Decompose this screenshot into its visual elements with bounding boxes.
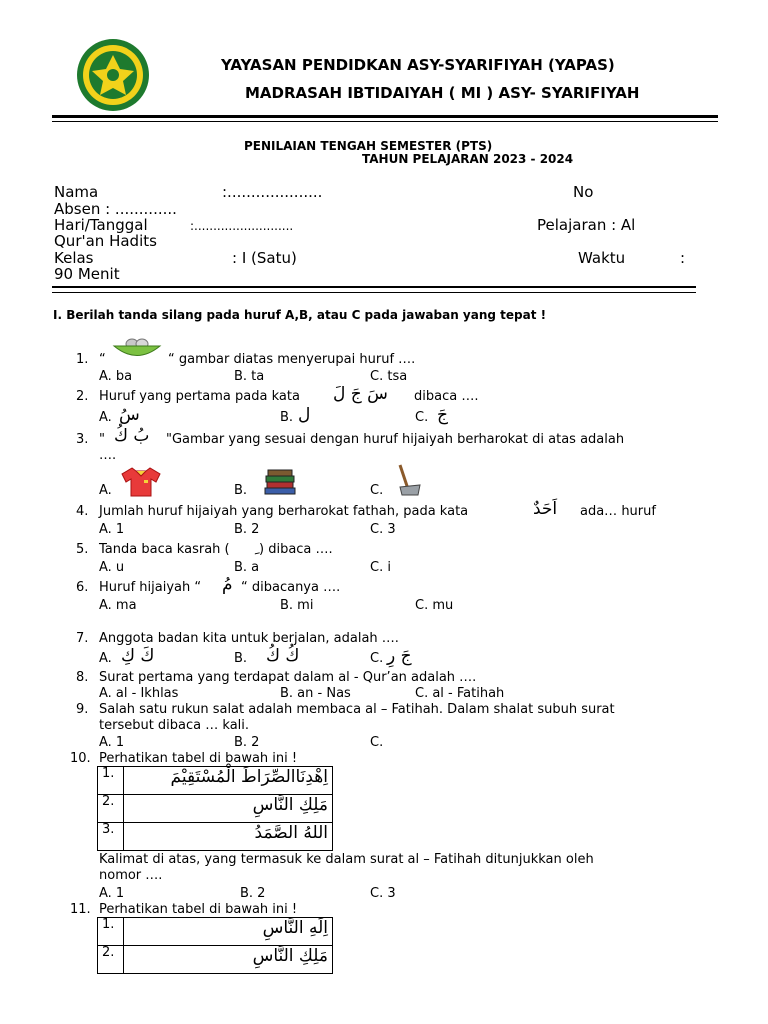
q10-row-3-num: 3. — [98, 823, 124, 851]
q6-option-c[interactable]: C. mu — [415, 598, 454, 613]
q10-row-2-num: 2. — [98, 795, 124, 823]
q1-option-c[interactable]: C. tsa — [370, 369, 408, 384]
q11-row-2-arabic: مَلِكِ النَّاسِ — [124, 946, 333, 974]
q8-option-a[interactable]: A. al - Ikhlas — [99, 686, 179, 701]
waktu-label: Waktu — [578, 249, 626, 267]
q3-text: "Gambar yang sesuai dengan huruf hijaiyah berharokat di atas adalah — [166, 432, 625, 447]
q9-option-a[interactable]: A. 1 — [99, 735, 125, 750]
q2-arabic-word: سَ جَ لَ — [333, 384, 388, 404]
q6-text: Huruf hijaiyah “ — [99, 580, 202, 595]
waktu-value: 90 Menit — [54, 265, 120, 283]
table-row — [98, 946, 333, 974]
q4-option-a[interactable]: A. 1 — [99, 522, 125, 537]
hari-label: Hari/Tanggal — [54, 216, 148, 234]
q10-option-b[interactable]: B. 2 — [240, 886, 266, 901]
q3-arabic: بُ كُ — [114, 426, 150, 446]
info-rule-thin — [52, 292, 696, 293]
bowl-with-eggs-icon — [112, 335, 162, 361]
q9-number: 9. — [76, 702, 89, 717]
school-title: MADRASAH IBTIDAIYAH ( MI ) ASY- SYARIFIYAH — [245, 84, 640, 102]
q10-after-text-cont: nomor …. — [99, 868, 163, 883]
q7-number: 7. — [76, 631, 89, 646]
q2-option-b-arabic: ل — [298, 405, 311, 425]
q6-option-a[interactable]: A. ma — [99, 598, 137, 613]
quran-hadits: Qur'an Hadits — [54, 232, 157, 250]
q2-option-c[interactable]: C. — [415, 410, 429, 425]
q6-number: 6. — [76, 580, 89, 595]
q1-option-a[interactable]: A. ba — [99, 369, 133, 384]
q5-option-a[interactable]: A. u — [99, 560, 125, 575]
hoe-icon — [394, 463, 424, 497]
q10-option-c[interactable]: C. 3 — [370, 886, 396, 901]
pelajaran-label: Pelajaran : Al — [537, 216, 636, 234]
q4-text: Jumlah huruf hijaiyah yang berharokat fathah, pada kata — [99, 504, 469, 519]
q11-row-2-num: 2. — [98, 946, 124, 974]
q3-text-cont: …. — [99, 448, 117, 463]
q2-option-c-arabic: جَ — [437, 405, 448, 425]
q10-table — [97, 766, 333, 851]
q8-number: 8. — [76, 670, 89, 685]
q7-option-b-arabic: كُ كُ — [266, 646, 300, 666]
q7-option-a-arabic: كَ كِ — [121, 646, 155, 666]
q9-option-c[interactable]: C. — [370, 735, 384, 750]
q9-option-b[interactable]: B. 2 — [234, 735, 260, 750]
q11-row-1-arabic: اِلَهِ النَّاسِ — [124, 918, 333, 946]
q1-number: 1. — [76, 352, 89, 367]
q2-number: 2. — [76, 389, 89, 404]
q7-option-c[interactable]: C. — [370, 651, 384, 666]
q7-option-b[interactable]: B. — [234, 651, 248, 666]
q11-row-1-num: 1. — [98, 918, 124, 946]
kelas-label: Kelas — [54, 249, 94, 267]
q6-text-end: “ dibacanya …. — [241, 580, 341, 595]
q10-row-1-num: 1. — [98, 767, 124, 795]
instruction: I. Berilah tanda silang pada huruf A,B, atau C pada jawaban yang tepat ! — [53, 308, 547, 322]
q1-text: “ gambar diatas menyerupai huruf …. — [168, 352, 416, 367]
nama-label: Nama — [54, 183, 99, 201]
q8-option-b[interactable]: B. an - Nas — [280, 686, 351, 701]
q2-option-a-arabic: سُ — [119, 405, 140, 425]
q3-open-quote: " — [99, 432, 105, 447]
q11-number: 11. — [70, 902, 91, 917]
q5-option-c[interactable]: C. i — [370, 560, 391, 575]
q3-option-b[interactable]: B. — [234, 483, 248, 498]
shirt-icon — [120, 466, 162, 498]
kelas-value: : I (Satu) — [232, 249, 297, 267]
q7-option-c-arabic: جَ رِ — [387, 646, 412, 666]
table-row — [98, 795, 333, 823]
q2-text: Huruf yang pertama pada kata — [99, 389, 300, 404]
absen-field[interactable]: Absen : ............. — [54, 200, 177, 218]
q4-option-c[interactable]: C. 3 — [370, 522, 396, 537]
q10-after-text: Kalimat di atas, yang termasuk ke dalam surat al – Fatihah ditunjukkan oleh — [99, 852, 594, 867]
q5-number: 5. — [76, 542, 89, 557]
table-row — [98, 918, 333, 946]
q10-option-a[interactable]: A. 1 — [99, 886, 125, 901]
q11-text: Perhatikan tabel di bawah ini ! — [99, 902, 298, 917]
exam-title: PENILAIAN TENGAH SEMESTER (PTS) — [244, 139, 493, 153]
school-logo — [70, 37, 156, 113]
header-rule-thin — [52, 121, 718, 122]
q7-text: Anggota badan kita untuk berjalan, adalah …. — [99, 631, 399, 646]
q2-option-b[interactable]: B. — [280, 410, 294, 425]
q6-arabic: مُ — [222, 575, 233, 595]
q4-number: 4. — [76, 504, 89, 519]
q9-text-cont: tersebut dibaca … kali. — [99, 718, 250, 733]
q1-option-b[interactable]: B. ta — [234, 369, 265, 384]
q11-table — [97, 917, 333, 974]
hari-field[interactable]: :.......................... — [190, 219, 294, 233]
no-label: No — [573, 183, 594, 201]
nama-field[interactable]: :.................... — [222, 183, 323, 201]
header-rule-thick — [52, 115, 718, 118]
books-icon — [262, 465, 298, 497]
table-row — [98, 767, 333, 795]
q10-number: 10. — [70, 751, 91, 766]
q1-open-quote: “ — [99, 352, 106, 367]
foundation-title: YAYASAN PENDIDKAN ASY-SYARIFIYAH (YAPAS) — [221, 56, 615, 74]
q3-number: 3. — [76, 432, 89, 447]
q7-option-a[interactable]: A. — [99, 651, 112, 666]
q10-text: Perhatikan tabel di bawah ini ! — [99, 751, 298, 766]
q3-option-c[interactable]: C. — [370, 483, 384, 498]
q5-text: Tanda baca kasrah ( — [99, 542, 230, 557]
q10-row-1-arabic: اِهْدِنَاالصِّرَاطَ الْمُسْتَقِيْمَ — [124, 767, 333, 795]
info-rule-thick — [52, 286, 696, 288]
q4-option-b[interactable]: B. 2 — [234, 522, 260, 537]
waktu-colon: : — [680, 249, 686, 267]
table-row — [98, 823, 333, 851]
q2-text-end: dibaca …. — [414, 389, 479, 404]
q2-option-a[interactable]: A. — [99, 410, 112, 425]
q10-row-3-arabic: اللهُ الصَّمَدُ — [124, 823, 333, 851]
q5-text-end: ) dibaca …. — [259, 542, 333, 557]
q6-option-b[interactable]: B. mi — [280, 598, 314, 613]
exam-year: TAHUN PELAJARAN 2023 - 2024 — [362, 152, 574, 166]
q5-option-b[interactable]: B. a — [234, 560, 260, 575]
q8-option-c[interactable]: C. al - Fatihah — [415, 686, 505, 701]
q4-arabic-word: اَحَدٌ — [533, 499, 558, 519]
q10-row-2-arabic: مَلِكِ النَّاسِ — [124, 795, 333, 823]
q8-text: Surat pertama yang terdapat dalam al - Qur’an adalah …. — [99, 670, 477, 685]
q9-text: Salah satu rukun salat adalah membaca al – Fatihah. Dalam shalat subuh surat — [99, 702, 615, 717]
q3-option-a[interactable]: A. — [99, 483, 112, 498]
q4-text-end: ada… huruf — [580, 504, 656, 519]
